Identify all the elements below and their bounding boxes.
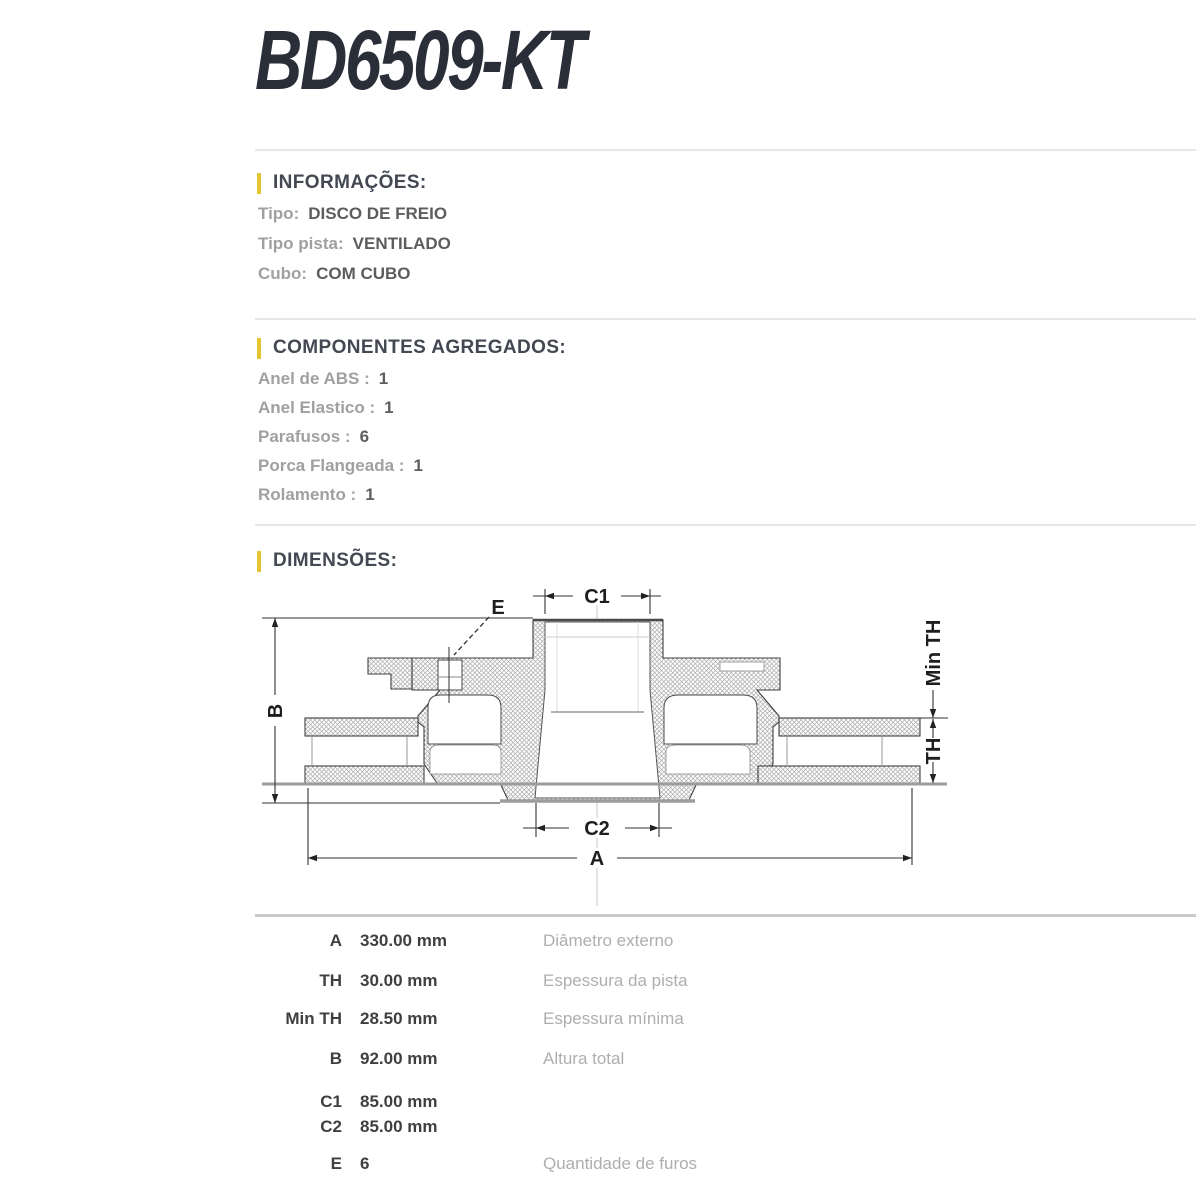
arrowhead xyxy=(272,618,278,627)
dim-value: 28.50 mm xyxy=(360,1009,438,1028)
flange-lip-section xyxy=(368,658,412,689)
dim-value: 92.00 mm xyxy=(360,1049,438,1068)
component-value: 1 xyxy=(378,369,389,388)
table-row xyxy=(255,931,673,951)
yellow-accent-bar xyxy=(257,551,261,572)
dim-label-c2: C2 xyxy=(584,818,610,840)
dim-value: 330.00 mm xyxy=(360,931,447,950)
bolt-hole xyxy=(438,660,462,690)
arrowhead xyxy=(903,855,912,861)
arrowhead xyxy=(650,825,659,831)
component-row xyxy=(258,369,388,389)
component-value: 1 xyxy=(413,456,423,475)
component-value: 1 xyxy=(365,485,375,504)
table-row xyxy=(255,971,688,991)
component-value: 6 xyxy=(359,427,370,446)
brake-disc-cross-section-drawing xyxy=(258,572,953,912)
arrowhead xyxy=(930,709,936,718)
component-row xyxy=(258,456,423,476)
rotor-plate-bottom-left xyxy=(305,766,424,784)
leader-line-e xyxy=(454,617,489,655)
rotor-plate-bottom-right xyxy=(758,766,920,784)
arrowhead xyxy=(308,855,317,861)
info-value: COM CUBO xyxy=(316,264,411,283)
arrowhead xyxy=(930,719,936,728)
table-row xyxy=(255,1154,697,1174)
dim-key: C2 xyxy=(320,1117,342,1136)
component-row xyxy=(258,427,369,447)
dim-key: C1 xyxy=(320,1092,342,1111)
dim-label-c1: C1 xyxy=(584,586,610,608)
component-label: Anel de ABS : xyxy=(258,369,370,388)
dim-desc: Espessura mínima xyxy=(543,1009,684,1028)
pocket-arch-right-lower xyxy=(666,745,750,774)
section-header-dimensoes xyxy=(257,550,397,572)
dim-desc: Quantidade de furos xyxy=(543,1154,698,1173)
dim-label-b: B xyxy=(265,703,287,719)
hub-bore xyxy=(535,622,660,798)
part-number-title: BD6509-KT xyxy=(255,13,584,107)
flange-slot xyxy=(720,662,764,671)
component-label: Rolamento : xyxy=(258,485,357,504)
dim-key: Min TH xyxy=(285,1009,342,1028)
info-label: Tipo: xyxy=(258,204,300,223)
pocket-arch-right xyxy=(664,695,757,744)
table-row xyxy=(255,1009,684,1029)
component-label: Parafusos : xyxy=(258,427,351,446)
info-row xyxy=(258,204,447,224)
dim-label-min-th: Min TH xyxy=(923,619,945,687)
dim-desc: Altura total xyxy=(543,1049,625,1068)
table-row xyxy=(255,1092,543,1112)
arrowhead xyxy=(536,825,545,831)
section-title: INFORMAÇÕES: xyxy=(273,172,427,193)
table-row xyxy=(255,1117,543,1137)
rotor-plate-top-right xyxy=(779,718,920,736)
info-row xyxy=(258,264,411,284)
info-value: VENTILADO xyxy=(352,234,451,253)
rotor-plate-top-left xyxy=(305,718,418,736)
separator xyxy=(255,149,1196,151)
dim-key: A xyxy=(329,931,342,950)
section-title: DIMENSÕES: xyxy=(273,550,398,571)
arrowhead xyxy=(641,593,650,599)
dim-value: 6 xyxy=(360,1154,370,1173)
component-row xyxy=(258,398,394,418)
section-header-componentes xyxy=(257,337,566,359)
component-value: 1 xyxy=(384,398,394,417)
info-value: DISCO DE FREIO xyxy=(308,204,448,223)
dim-desc: Diâmetro externo xyxy=(543,931,674,950)
dim-label-th: TH xyxy=(923,737,945,765)
arrowhead xyxy=(272,794,278,803)
dim-desc: Espessura da pista xyxy=(543,971,688,990)
table-row xyxy=(255,1049,624,1069)
pocket-arch-left-lower xyxy=(430,745,501,774)
arrowhead xyxy=(930,774,936,783)
component-row xyxy=(258,485,375,505)
dim-label-e: E xyxy=(491,597,505,619)
component-label: Porca Flangeada : xyxy=(258,456,405,475)
dim-key: TH xyxy=(319,971,342,990)
component-label: Anel Elastico : xyxy=(258,398,376,417)
separator xyxy=(255,318,1196,320)
dim-value: 85.00 mm xyxy=(360,1117,438,1136)
info-row xyxy=(258,234,451,254)
dim-value: 85.00 mm xyxy=(360,1092,438,1111)
dim-key: E xyxy=(330,1154,342,1173)
section-title: COMPONENTES AGREGADOS: xyxy=(273,337,567,358)
arrowhead xyxy=(545,593,554,599)
dim-label-a: A xyxy=(589,848,605,870)
separator xyxy=(255,914,1196,917)
dim-value: 30.00 mm xyxy=(360,971,438,990)
separator xyxy=(255,524,1196,526)
info-label: Cubo: xyxy=(258,264,308,283)
info-label: Tipo pista: xyxy=(258,234,344,253)
yellow-accent-bar xyxy=(257,338,261,359)
section-header-informacoes xyxy=(257,172,427,194)
pocket-arch-left xyxy=(428,695,501,744)
dim-key: B xyxy=(329,1049,342,1068)
yellow-accent-bar xyxy=(257,173,261,194)
